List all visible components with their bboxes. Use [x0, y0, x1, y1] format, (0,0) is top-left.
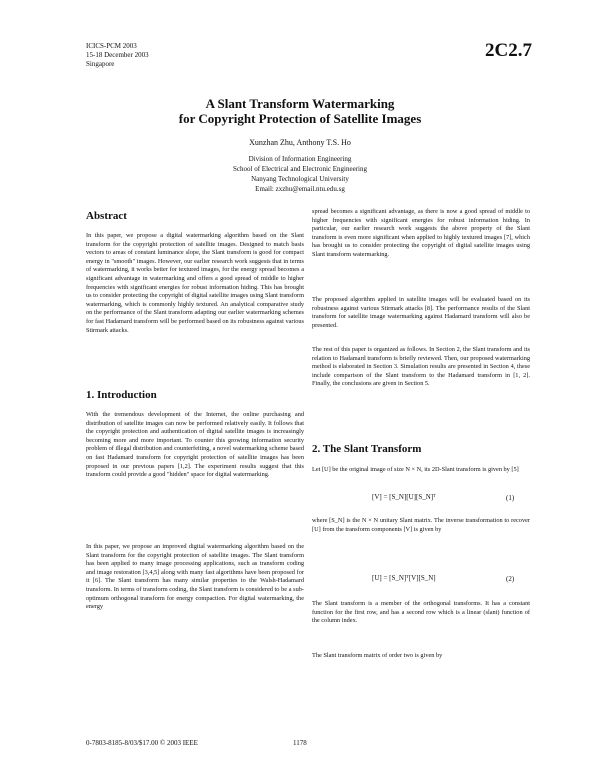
- title-line-1: A Slant Transform Watermarking: [205, 96, 395, 111]
- intro-paragraph-2: In this paper, we propose an improved digital watermarking algorithm based on the Slant transform for the copyright protection of satellite images. The Slant transform has been applied to many image processing applications, such as transform coding and image restoration [3,4,5] along with many fast algorithms have been proposed for it [6]. The Slant transform has many similar properties to the Walsh-Hadamard transform. In terms of transform coding, the Slant transform is considered to be a sub-optimum orthogonal transform for energy compaction. For digital watermarking, the energy: [86, 543, 304, 611]
- affiliation-division: Division of Information Engineering: [248, 155, 352, 163]
- conference-dates: 15-18 December 2003: [86, 51, 149, 59]
- right-paragraph-3: The rest of this paper is organized as follows. In Section 2, the Slant transform and its relation to Hadamard transform is briefly reviewed. Then, our proposed watermarking method is elaborated in Section 3. Simulation results are presented in Section 4, these include comparison of the Slant transform to the Hadamard transform in [1, 2]. Finally, the conclusions are given in Section 5.: [312, 346, 530, 388]
- introduction-heading: 1. Introduction: [86, 389, 157, 401]
- right-paragraph-4: Let [U] be the original image of size N × N, its 2D-Slant transform is given by [5]: [312, 466, 519, 473]
- footer-isbn: 0-7803-8185-8/03/$17.00 © 2003 IEEE: [86, 739, 198, 747]
- footer-page-number: 1178: [293, 739, 307, 747]
- conference-name: ICICS-PCM 2003: [86, 42, 137, 50]
- affiliation-university: Nanyang Technological University: [251, 175, 349, 183]
- equation-2: [U] = [S_N]ᵀ[V][S_N]: [372, 574, 436, 582]
- right-paragraph-5: where [S_N] is the N × N unitary Slant matrix. The inverse transformation to recover [U] from the transform components [V] is given by: [312, 517, 530, 533]
- section-2-heading: 2. The Slant Transform: [312, 443, 422, 455]
- right-paragraph-6: The Slant transform is a member of the orthogonal transforms. It has a constant function for the first row, and has a second row which is a linear (slant) function of the column index.: [312, 600, 530, 625]
- title-line-2: for Copyright Protection of Satellite Images: [178, 111, 422, 126]
- equation-1: [V] = [S_N][U][S_N]ᵀ: [372, 493, 436, 501]
- affiliation-email: Email: zxzhu@email.ntu.edu.sg: [255, 185, 345, 193]
- conference-location: Singapore: [86, 60, 115, 68]
- conference-info: [86, 42, 149, 69]
- right-paragraph-7: The Slant transform matrix of order two is given by: [312, 652, 443, 659]
- equation-1-number: (1): [506, 494, 515, 502]
- paper-id: 2C2.7: [485, 40, 532, 61]
- right-paragraph-1: spread becomes a significant advantage, as there is now a good spread of middle to higher frequencies with significant energies for robust information hiding. In particular, our earlier research work suggests the above property of the Slant transform is even more significant when applied to highly textured images [7], which has brought us to consider protecting the copyright of digital satellite images using Slant transform watermarking.: [312, 208, 530, 258]
- abstract-heading: Abstract: [86, 210, 127, 222]
- authors: Xunzhan Zhu, Anthony T.S. Ho: [249, 138, 351, 147]
- equation-2-number: (2): [506, 575, 515, 583]
- intro-paragraph-1: With the tremendous development of the Internet, the online purchasing and distribution of satellite images can now be performed relatively easily. It follows that the copyright protection and authentication of digital satellite images is increasingly becoming more and more important. To counter this growing information security problem of illegal distribution and counterfeiting, a novel watermarking scheme based on fast Hadamard transform for copyright protection of satellite images has been proposed in our previous papers [1,2]. The experiment results suggest that this transform could provide a good "hidden" space for digital watermarking.: [86, 411, 304, 479]
- abstract-text: In this paper, we propose a digital watermarking algorithm based on the Slant transform for the copyright protection of satellite images. Designed to match basis vectors to areas of constant luminance slope, the Slant transform is good for compact energy in "smooth" images. However, our earlier research work suggests that in terms of watermarking, it works better for textured images, for the energy spread becomes a significant advantage in watermarking and offers a good spread of middle to higher frequencies with significant energies for robust information hiding. This has brought us to consider protecting the copyright of digital satellite images using Slant transform watermarking, which is commonly highly textured. An analytical comparative study on the performance of the Slant transform adapting our earlier watermarking schemes for fast Hadamard transform will be performed based on its robustness against various Stirmark attacks.: [86, 232, 304, 334]
- affiliation-school: School of Electrical and Electronic Engineering: [233, 165, 367, 173]
- right-paragraph-2: The proposed algorithm applied in satellite images will be evaluated based on its robustness against various Stirmark attacks [8]. The performance results of the Slant transform for satellite image watermarking against Hadamard transform will also be presented.: [312, 296, 530, 329]
